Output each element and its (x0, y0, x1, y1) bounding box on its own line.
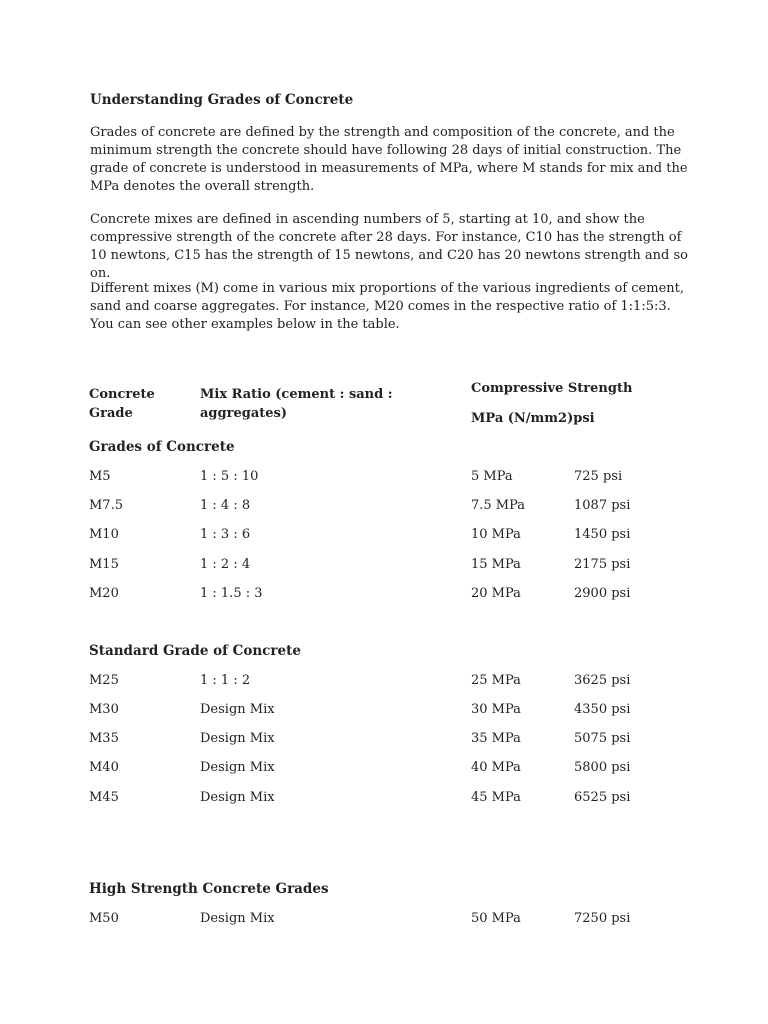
grade-cell: M7.5 (89, 498, 123, 513)
grade-cell: M15 (89, 557, 119, 572)
mpa-cell: 25 MPa (471, 673, 521, 688)
ratio-cell: Design Mix (200, 731, 275, 746)
ratio-cell: 1 : 2 : 4 (200, 557, 251, 572)
psi-cell: 6525 psi (574, 790, 631, 805)
psi-cell: 2900 psi (574, 586, 631, 601)
header-grade-line1: Concrete (89, 387, 155, 402)
psi-cell: 5800 psi (574, 760, 631, 775)
header-ratio-line1: Mix Ratio (cement : sand : (200, 387, 393, 402)
section-title-high-strength: High Strength Concrete Grades (89, 881, 329, 897)
section-title-grades: Grades of Concrete (89, 439, 235, 455)
grade-cell: M10 (89, 527, 119, 542)
mpa-cell: 35 MPa (471, 731, 521, 746)
psi-cell: 1450 psi (574, 527, 631, 542)
ratio-cell: Design Mix (200, 760, 275, 775)
psi-cell: 3625 psi (574, 673, 631, 688)
ratio-cell: Design Mix (200, 911, 275, 926)
psi-cell: 5075 psi (574, 731, 631, 746)
intro-paragraph: Grades of concrete are defined by the strength and composition of the concrete, and the minimum strength the concrete should have following 28 days of initial construction. The grade of concrete is understood in measurements of MPa, where M stands for mix and the MPa denotes the overall strength. (90, 125, 688, 194)
ratio-cell: Design Mix (200, 702, 275, 717)
grade-cell: M30 (89, 702, 119, 717)
header-strength: Compressive Strength (471, 381, 633, 396)
header-ratio-line2: aggregates) (200, 406, 287, 421)
mpa-cell: 40 MPa (471, 760, 521, 775)
grade-cell: M40 (89, 760, 119, 775)
psi-cell: 4350 psi (574, 702, 631, 717)
mpa-cell: 7.5 MPa (471, 498, 526, 513)
mpa-cell: 5 MPa (471, 469, 513, 484)
ratio-cell: 1 : 5 : 10 (200, 469, 259, 484)
grade-cell: M50 (89, 911, 119, 926)
mpa-cell: 10 MPa (471, 527, 521, 542)
grade-cell: M5 (89, 469, 111, 484)
proportions-paragraph: Different mixes (M) come in various mix proportions of the various ingredients of cement, sand and coarse aggregates. For instance, M20 comes in the respective ratio of 1:1:5:3. You can see other examples below in the table. (90, 281, 684, 332)
ratio-cell: 1 : 1 : 2 (200, 673, 251, 688)
ratio-cell: 1 : 1.5 : 3 (200, 586, 263, 601)
psi-cell: 2175 psi (574, 557, 631, 572)
page-title: Understanding Grades of Concrete (90, 92, 354, 108)
header-units: MPa (N/mm2)psi (471, 411, 595, 426)
psi-cell: 7250 psi (574, 911, 631, 926)
grade-cell: M20 (89, 586, 119, 601)
mpa-cell: 45 MPa (471, 790, 521, 805)
grade-cell: M25 (89, 673, 119, 688)
mpa-cell: 15 MPa (471, 557, 521, 572)
section-title-standard: Standard Grade of Concrete (89, 643, 301, 659)
ratio-cell: 1 : 3 : 6 (200, 527, 251, 542)
mpa-cell: 20 MPa (471, 586, 521, 601)
grade-cell: M35 (89, 731, 119, 746)
ratio-cell: Design Mix (200, 790, 275, 805)
mixes-paragraph: Concrete mixes are defined in ascending numbers of 5, starting at 10, and show the compressive strength of the concrete after 28 days. For instance, C10 has the strength of 10 newtons, C15 has the strength of 15 newtons, and C20 has 20 newtons strength and so on. (90, 212, 688, 281)
psi-cell: 1087 psi (574, 498, 631, 513)
ratio-cell: 1 : 4 : 8 (200, 498, 251, 513)
mpa-cell: 30 MPa (471, 702, 521, 717)
header-grade-line2: Grade (89, 406, 133, 421)
grade-cell: M45 (89, 790, 119, 805)
mpa-cell: 50 MPa (471, 911, 521, 926)
psi-cell: 725 psi (574, 469, 623, 484)
